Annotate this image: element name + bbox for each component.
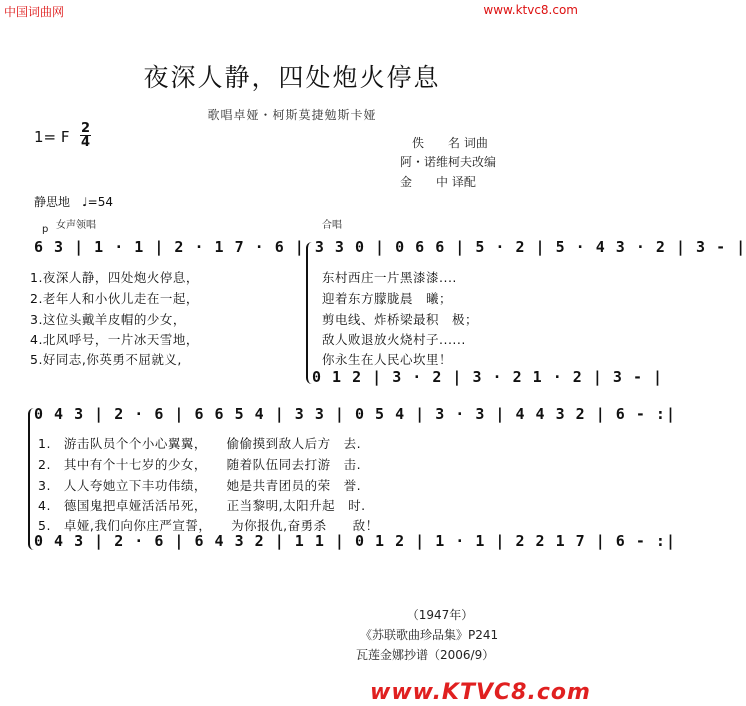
part1-chorus-lyric-2: 迎着东方朦胧晨 曦；	[322, 291, 453, 306]
part2-melody-top: 0 4 3 | 2 · 6 | 6 6 5 4 | 3 3 | 0 5 4 | 3 · 3 | 4 4 3 2 | 6 - :|	[34, 405, 676, 423]
credit-line-2: 阿・诺维柯夫改编	[400, 155, 497, 169]
part2-lyric-5: 5. 卓娅,我们向你庄严宣誓， 为你报仇,奋勇杀 敌！	[38, 518, 379, 533]
credit-line-1: 佚 名 词曲	[412, 136, 488, 150]
song-title: 夜深人静，四处炮火停息	[143, 63, 441, 92]
part2-lyric-2: 2. 其中有个十七岁的少女， 随着队伍同去打游 击.	[38, 457, 362, 472]
part1-melody-top: 6 3 | 1 · 1 | 2 · 1 7 · 6 | 3 3 0 | 0 6 6 | 5 · 2 | 5 · 4 3 · 2 | 3 - |	[34, 238, 746, 256]
part1-lyric-5: 5.好同志,你英勇不屈就义,	[30, 352, 182, 367]
source-year: （1947年）	[406, 608, 474, 622]
time-signature-top: 2	[80, 121, 91, 136]
time-signature	[80, 122, 91, 149]
source-copyist: 瓦莲金娜抄谱（2006/9）	[356, 648, 495, 662]
part1-lyric-2: 2.老年人和小伙儿走在一起，	[30, 291, 199, 306]
site-watermark-left: 中国词曲网	[4, 5, 65, 19]
song-subtitle: 歌唱卓娅・柯斯莫捷勉斯卡娅	[207, 108, 377, 122]
credit-line-3: 金 中 译配	[400, 175, 476, 189]
part2-melody-bottom: 0 4 3 | 2 · 6 | 6 4 3 2 | 1 1 | 0 1 2 | 1 · 1 | 2 2 1 7 | 6 - :|	[34, 532, 676, 550]
part1-chorus-lyric-4: 敌人败退放火烧村子......	[322, 332, 466, 347]
time-signature-bottom: 4	[80, 135, 91, 150]
tempo-marking: 静思地 ♩=54	[34, 195, 113, 209]
dynamic-marking: p	[42, 224, 49, 235]
part1-lyric-3: 3.这位头戴羊皮帽的少女，	[30, 312, 186, 327]
site-watermark-bottom: www.KTVC8.com	[370, 680, 591, 705]
label-female-solo: 女声领唱	[56, 220, 96, 231]
part1-chorus-lyric-1: 东村西庄一片黑漆漆....	[322, 270, 457, 285]
key-signature: 1= F	[34, 128, 70, 146]
part2-lyric-3: 3. 人人夸她立下丰功伟绩， 她是共青团员的荣 誉.	[38, 478, 362, 493]
system-brace-2	[28, 408, 36, 550]
label-chorus: 合唱	[322, 220, 342, 231]
part2-lyric-4: 4. 德国鬼把卓娅活活吊死， 正当黎明,太阳升起 时.	[38, 498, 366, 513]
part1-chorus-lyric-5: 你永生在人民心坎里！	[322, 352, 453, 367]
source-book: 《苏联歌曲珍品集》P241	[360, 628, 499, 642]
part1-chorus-lyric-3: 剪电线、炸桥梁最积 极；	[322, 312, 479, 327]
system-brace-1	[306, 242, 314, 384]
site-watermark-right: www.ktvc8.com	[483, 3, 578, 17]
part1-lyric-1: 1.夜深人静，四处炮火停息，	[30, 270, 199, 285]
part1-lyric-4: 4.北风呼号，一片冰天雪地，	[30, 332, 199, 347]
part1-melody-bottom: 0 1 2 | 3 · 2 | 3 · 2 1 · 2 | 3 - |	[312, 368, 664, 386]
part2-lyric-1: 1. 游击队员个个小心翼翼， 偷偷摸到敌人后方 去.	[38, 436, 362, 451]
